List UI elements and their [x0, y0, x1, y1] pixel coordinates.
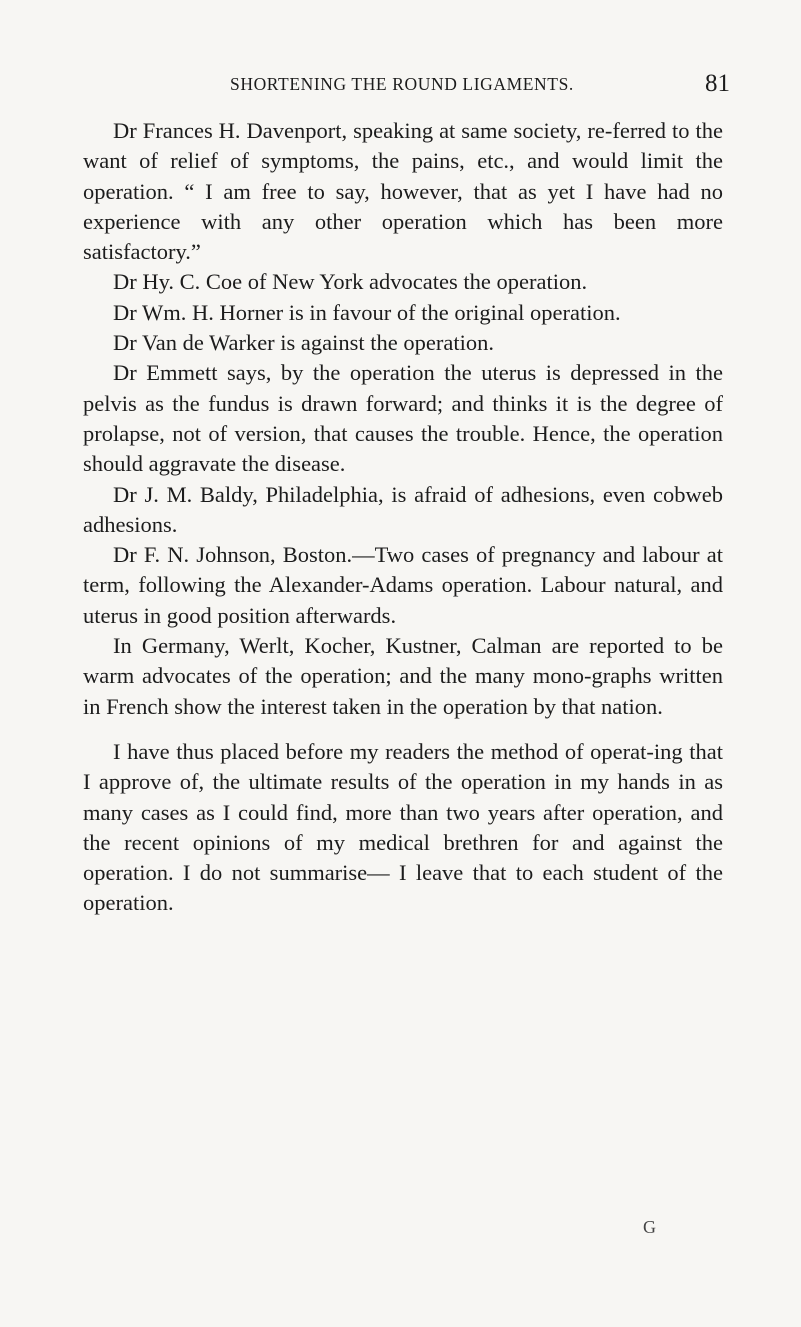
running-head: SHORTENING THE ROUND LIGAMENTS. — [230, 74, 574, 94]
paragraph-coe: Dr Hy. C. Coe of New York advocates the operation. — [113, 269, 588, 295]
body-text — [83, 116, 723, 919]
paragraph-davenport: Dr Frances H. Davenport, speaking at same society, re-ferred to the want of relief of symptoms, the pains, etc., and would limit the operation. “ I am free to say, however, that as yet I have had no experience with any other operation which has been more satisfactory.” — [83, 118, 723, 265]
paragraph-conclusion: I have thus placed before my readers the method of operat-ing that I approve of, the ultimate results of the operation in my hands in as many cases as I could find, more than two years after operation, and the recent opinions of my medical brethren for and against the operation. I do not summarise— I leave that to each student of the operation. — [83, 738, 723, 916]
paragraph-baldy: Dr J. M. Baldy, Philadelphia, is afraid of adhesions, even cobweb adhesions. — [83, 481, 723, 537]
signature-mark: G — [643, 1217, 656, 1237]
paragraph-emmett: Dr Emmett says, by the operation the uterus is depressed in the pelvis as the fundus is drawn forward; and thinks it is the degree of prolapse, not of version, that causes the trouble. Hence, the operation should aggravate the disease. — [83, 360, 723, 477]
paragraph-germany: In Germany, Werlt, Kocher, Kustner, Calman are reported to be warm advocates of the operation; and the many mono-graphs written in French show the interest taken in the operation by that nation. — [83, 633, 723, 719]
paragraph-johnson: Dr F. N. Johnson, Boston.—Two cases of pregnancy and labour at term, following the Alexander-Adams operation. Labour natural, and uterus in good position afterwards. — [83, 542, 723, 628]
page-number: 81 — [705, 70, 730, 97]
paragraph-van-de-warker: Dr Van de Warker is against the operation. — [113, 330, 494, 356]
paragraph-horner: Dr Wm. H. Horner is in favour of the original operation. — [113, 299, 621, 325]
